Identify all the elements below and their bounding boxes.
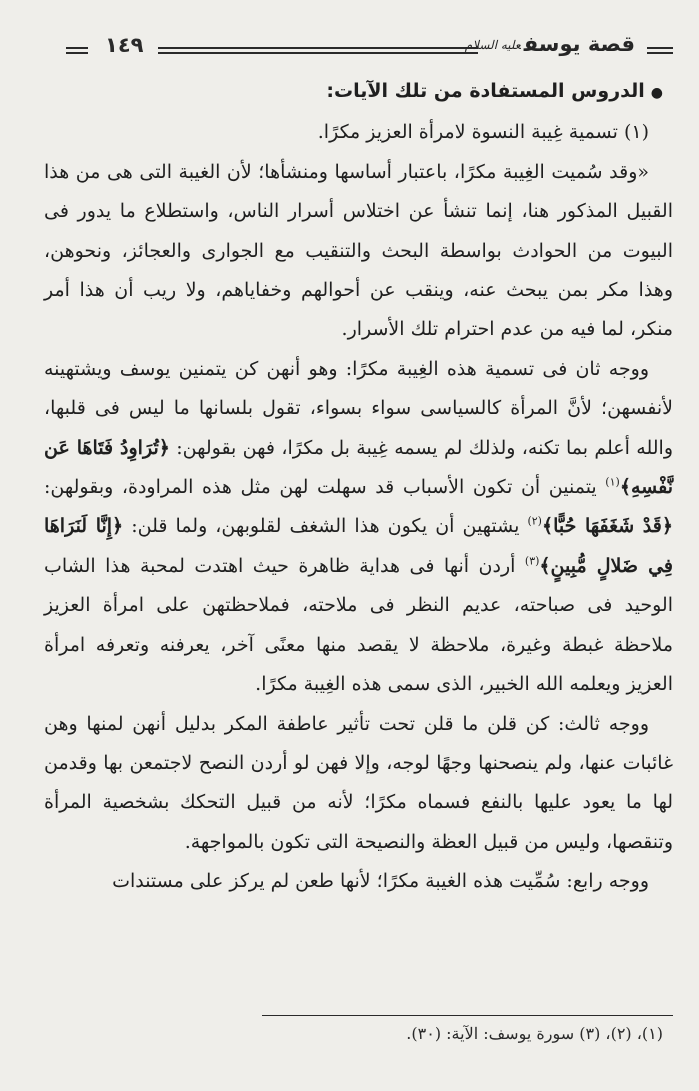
paragraph-1: «وقد سُميت الغِيبة مكرًا، باعتبار أساسها ومنشأها؛ لأن الغيبة التى هى من هذا القبيل المذكور هنا، إنما تنشأ عن اختلاس أسرار الناس، واستطلاع ما يدور فى البيوت من الحوادث بواسطة البحث والتنقيب مع الجوارى والعجائز، ونحوهن، وهذا مكر بمن يبحث عنه، وينقب عن أحوالهم وخفاياهم، ولا ريب أن هذا أمر منكر، لما فيه من عدم احترام تلك الأسرار.	[44, 160, 673, 341]
paragraph-4: ووجه رابع: سُمِّيت هذه الغيبة مكرًا؛ لأنها طعن لم يركز على مستندات	[112, 870, 649, 893]
point-title: (١) تسمية غِيبة النسوة لامرأة العزيز مكرًا.	[317, 121, 649, 144]
paragraph-2	[44, 350, 673, 705]
main-text	[44, 72, 673, 902]
footnote-divider	[262, 1015, 673, 1016]
bullet-icon: ●	[650, 85, 663, 101]
header-rule-left	[66, 47, 88, 54]
section-heading	[44, 72, 673, 113]
footnote-marker-2: (٢)	[527, 515, 542, 529]
section-heading-text: الدروس المستفادة من تلك الآيات:	[326, 80, 645, 102]
footnote: (١)، (٢)، (٣) سورة يوسف: الآية: (٣٠).	[406, 1024, 663, 1043]
quran-verse-1: ﴿تُرَاوِدُ فَتَاهَا عَن نَّفْسِهِ﴾	[44, 436, 673, 499]
paragraph-2-text-a: ووجه ثان فى تسمية هذه الغِيبة مكرًا: وهو أنهن كن يتمنين يوسف ويشتهينه لأنفسهن؛ لأنَّ المرأة كالسياسى سواء بسواء، تقول بلسانها ما ليس فى قلبها، والله أعلم بما تكنه، ولذلك لم يسمه غِيبة بل مكرًا، فهن بقولهن:	[44, 357, 673, 459]
running-title	[465, 32, 635, 56]
page-number: ١٤٩	[105, 33, 144, 57]
book-title: قصة يوسف	[523, 32, 635, 56]
quran-verse-3: ﴿إِنَّا لَنَرَاهَا فِي ضَلالٍ مُّبِينٍ﴾	[44, 515, 673, 577]
header-rule-right	[647, 47, 673, 54]
paragraph-2-text-c: يشتهين أن يكون هذا الشغف لقلوبهن، ولما قلن:	[131, 515, 520, 538]
footnote-marker-3: (٣)	[524, 554, 540, 568]
paragraph-3: ووجه ثالث: كن قلن ما قلن تحت تأثير عاطفة المكر بدليل أنهن لمنها وهن غائبات عنها، ولم ينصحنها وجهًا لوجه، وإلا فهن لو أردن النصح لاجتمعن بها وقدمن لها ما يعود عليها بالنفع فسماه مكرًا؛ لأنه من قبيل التحكك بشخصية المرأة وتنقصها، وليس من قبيل العظة والنصيحة التى تكون بالمواجهة.	[44, 712, 673, 853]
honorific: عليه السلام	[464, 38, 521, 52]
quran-verse-2: ﴿قَدْ شَغَفَهَا حُبًّا﴾	[541, 515, 673, 538]
footnote-marker-1: (١)	[605, 475, 620, 489]
header-rule-middle	[158, 47, 478, 54]
paragraph-2-text-d: أردن أنها فى هداية ظاهرة حيث اهتدت لمحبة هذا الشاب الوحيد فى صباحته، عديم النظر فى ملاحته، فملاحظتهن على امرأة العزيز ملاحظة غبطة وغيرة، ملاحظة لا يقصد منها معنًى آخر، يعرفنه وتعرفه امرأة العزيز ويعلمه الله الخبير، الذى سمى هذه الغِيبة مكرًا.	[44, 554, 673, 696]
running-header	[58, 30, 673, 70]
paragraph-2-text-b: يتمنين أن تكون الأسباب قد سهلت لهن مثل هذه المراودة، وبقولهن:	[44, 476, 597, 499]
